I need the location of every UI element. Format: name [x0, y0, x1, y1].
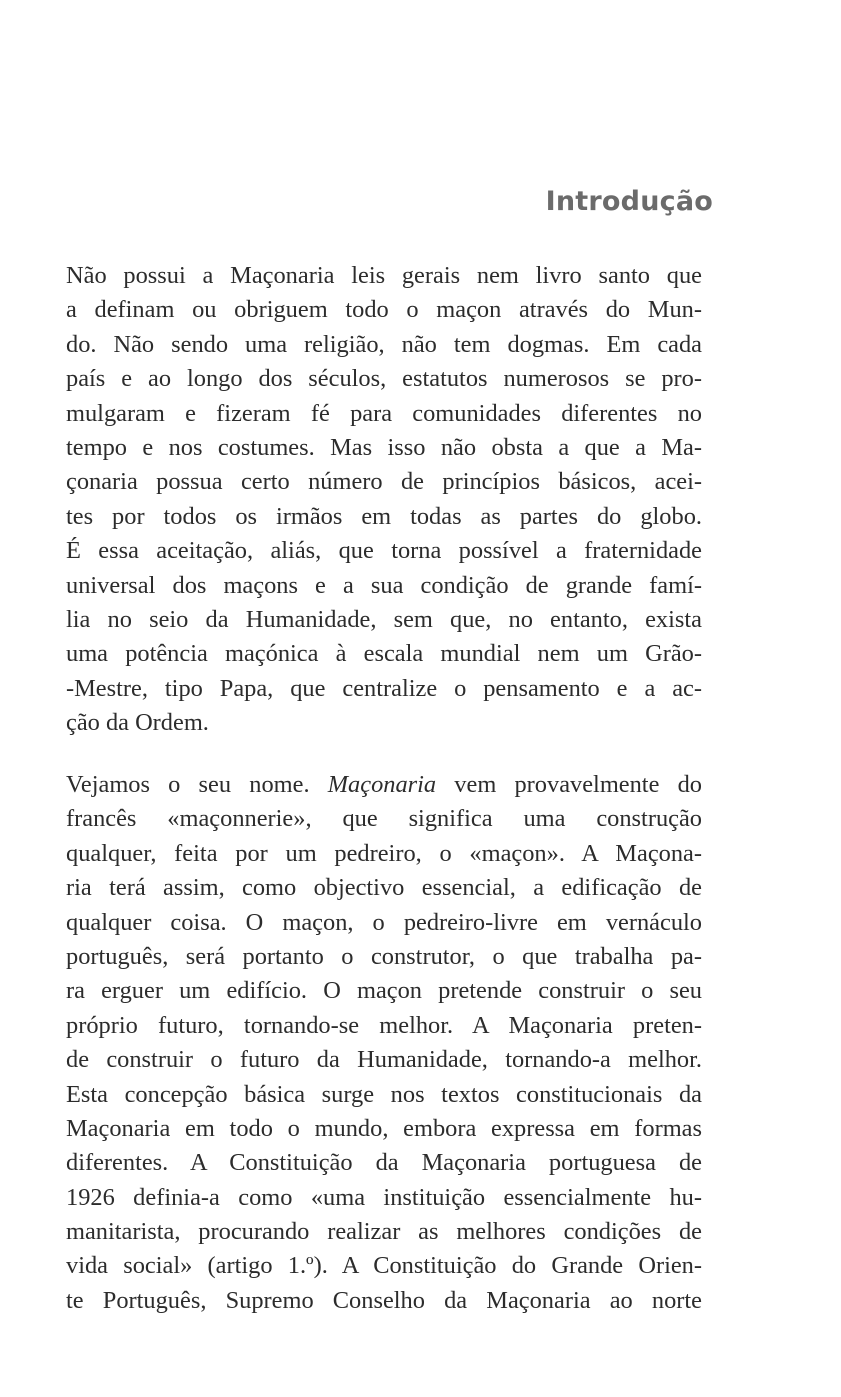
text-fragment: vem provavelmente do — [436, 771, 702, 798]
chapter-title: Introdução — [545, 186, 713, 217]
text-line: ria terá assim, como objectivo essencial, a edificação de — [66, 874, 702, 902]
text-line: manitarista, procurando realizar as melhores condições de — [66, 1218, 702, 1246]
text-line: tes por todos os irmãos em todas as partes do globo. — [66, 502, 702, 530]
text-line: lia no seio da Humanidade, sem que, no entanto, exista — [66, 605, 702, 633]
text-line: Esta concepção básica surge nos textos constitucionais da — [66, 1080, 702, 1108]
text-line: português, será portanto o construtor, o que trabalha pa- — [66, 942, 702, 970]
text-line: çonaria possua certo número de princípios básicos, acei- — [66, 468, 702, 496]
text-line: qualquer, feita por um pedreiro, o «maçon». A Maçona- — [66, 839, 702, 867]
text-line: a definam ou obriguem todo o maçon através do Mun- — [66, 296, 702, 324]
paragraph-1 — [66, 259, 702, 740]
text-line: te Português, Supremo Conselho da Maçonaria ao norte — [66, 1286, 702, 1314]
text-line: -Mestre, tipo Papa, que centralize o pensamento e a ac- — [66, 674, 702, 702]
text-line: diferentes. A Constituição da Maçonaria portuguesa de — [66, 1149, 702, 1177]
text-line: vida social» (artigo 1.º). A Constituição do Grande Orien- — [66, 1252, 702, 1280]
text-line-first — [66, 768, 702, 802]
text-line: francês «maçonnerie», que significa uma construção — [66, 805, 702, 833]
text-line: de construir o futuro da Humanidade, tornando-a melhor. — [66, 1046, 702, 1074]
text-line: tempo e nos costumes. Mas isso não obsta a que a Ma- — [66, 433, 702, 461]
emphasized-term: Maçonaria — [327, 771, 437, 798]
text-line: país e ao longo dos séculos, estatutos numerosos se pro- — [66, 365, 702, 393]
text-line: Não possui a Maçonaria leis gerais nem livro santo que — [66, 262, 702, 289]
text-line: do. Não sendo uma religião, não tem dogmas. Em cada — [66, 330, 702, 358]
text-fragment: Vejamos o seu nome. — [66, 771, 328, 798]
text-line: próprio futuro, tornando-se melhor. A Maçonaria preten- — [66, 1011, 702, 1039]
text-line: ção da Ordem. — [66, 709, 209, 737]
text-line: É essa aceitação, aliás, que torna possível a fraternidade — [66, 537, 702, 565]
text-line: universal dos maçons e a sua condição de grande famí- — [66, 571, 702, 599]
text-line: uma potência maçónica à escala mundial nem um Grão- — [66, 640, 702, 668]
paragraph-2 — [66, 768, 702, 1318]
text-line: mulgaram e fizeram fé para comunidades diferentes no — [66, 399, 702, 427]
text-line: 1926 definia-a como «uma instituição essencialmente hu- — [66, 1183, 702, 1211]
text-line: ra erguer um edifício. O maçon pretende construir o seu — [66, 977, 702, 1005]
text-line: qualquer coisa. O maçon, o pedreiro-livre em vernáculo — [66, 908, 702, 936]
text-line: Maçonaria em todo o mundo, embora expressa em formas — [66, 1114, 702, 1142]
